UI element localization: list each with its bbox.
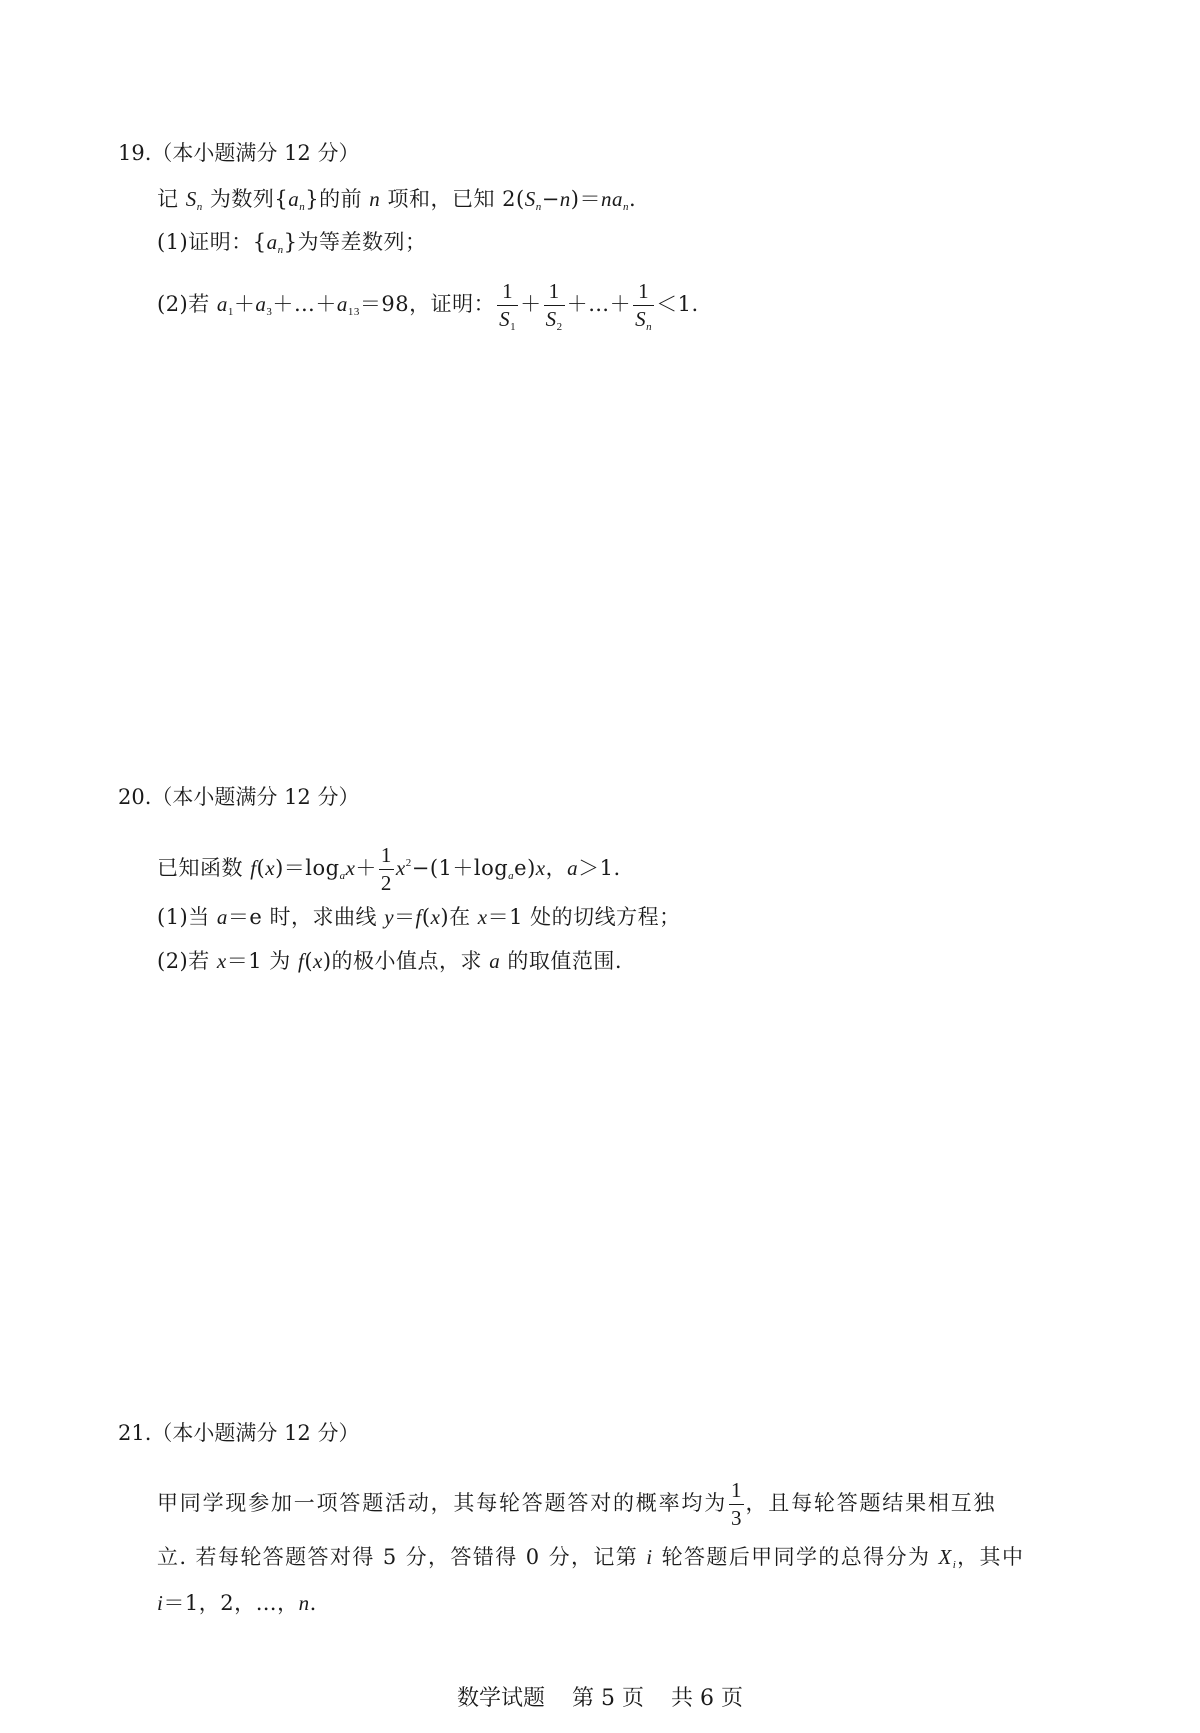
q20-title: 20.（本小题满分 12 分） [118, 785, 360, 809]
footer-subject: 数学试题 [457, 1686, 546, 1711]
q20-part1: (1)当 a＝e 时，求曲线 y＝f(x)在 x＝1 处的切线方程； [157, 905, 681, 929]
fraction-1-over-s1: $\frac{1}{S_1}$ [499, 279, 517, 333]
q19-stem: 记 $S_n$ 为数列$\{a_n\}$的前 n 项和，已知 $2(S_n-n)=na_n$. [157, 187, 637, 213]
fraction-1-over-2: $\frac{1}{2}$ [380, 843, 392, 895]
fraction-1-over-3: $\frac{1}{3}$ [731, 1478, 742, 1530]
q21-line2: 立. 若每轮答题答对得 5 分，答错得 0 分，记第 i 轮答题后甲同学的总得分为 $X_i$，其中 [157, 1545, 1025, 1571]
footer-page: 第 5 页 [572, 1686, 644, 1711]
page-footer [0, 1688, 1200, 1710]
q20-part2: (2)若 x＝1 为 f(x)的极小值点，求 a 的取值范围. [157, 949, 623, 973]
q21-title: 21.（本小题满分 12 分） [118, 1421, 360, 1445]
q19-title: 19.（本小题满分 12 分） [118, 141, 360, 165]
q21-line1: 甲同学现参加一项答题活动，其每轮答题答对的概率均为 $\frac{1}{3}$ ，且每轮答题结果相互独 [157, 1478, 997, 1530]
q19-part2: (2)若 $a_1+a_3+\dots+a_{13}=98$，证明： $\frac{1}{S_1}$ ＋ $\frac{1}{S_2}$ ＋…＋ $\frac{1}{S_n}$ ＜1. [157, 279, 699, 333]
q19-part1: (1)证明：$\{a_n\}$为等差数列； [157, 230, 427, 256]
q21-line3: i＝1，2，…，n. [157, 1591, 317, 1615]
footer-total: 共 6 页 [671, 1686, 743, 1711]
q20-stem: 已知函数 $f(x)=\log_ax+$ $\frac{1}{2}$ $x^2-(1+\log_ae)x$，a＞1. [157, 843, 621, 895]
fraction-1-over-sn: $\frac{1}{S_n}$ [635, 279, 653, 333]
fraction-1-over-s2: $\frac{1}{S_2}$ [545, 279, 563, 333]
